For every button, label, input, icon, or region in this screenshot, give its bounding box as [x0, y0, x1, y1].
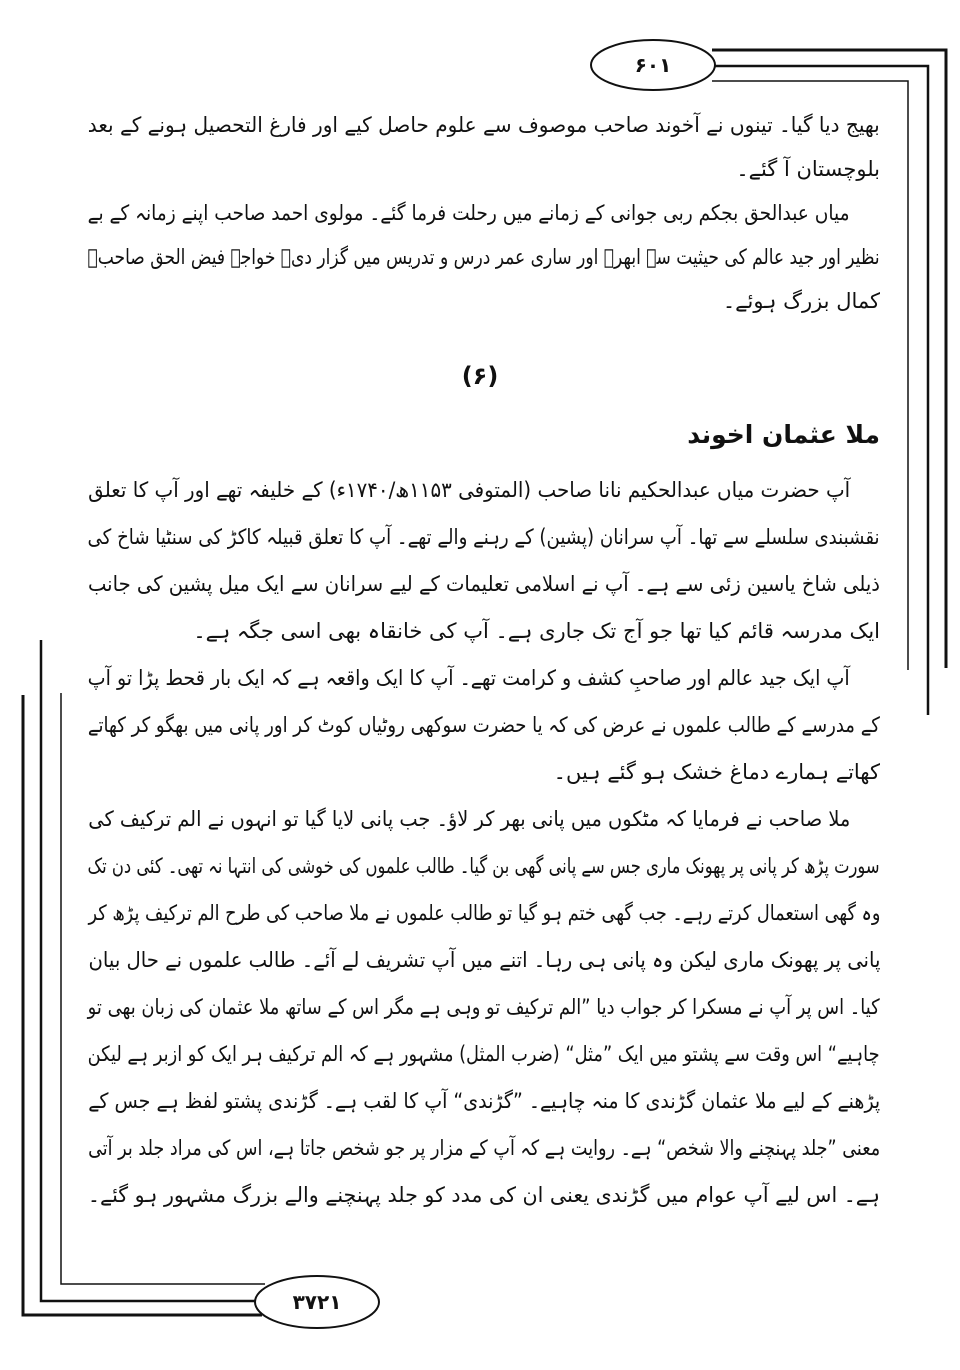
section-heading: ملا عثمان اخوند: [687, 420, 880, 449]
text-line: [88, 942, 880, 978]
text-line: [88, 1177, 880, 1213]
text-line: [88, 151, 880, 187]
text-line: [88, 1130, 880, 1166]
text-line: [88, 613, 880, 649]
text-line: [88, 239, 880, 275]
text-line-content: نقشبندی سلسلے سے تھا۔ آپ سرانان (پشین) کے رہنے والے تھے۔ آپ کا تعلق قبیلہ کاکڑ کی سنٹیا شاخ کی: [87, 525, 880, 549]
text-line: [88, 566, 880, 602]
text-line: [88, 707, 880, 743]
text-line-content: ایک مدرسہ قائم کیا تھا جو آج تک جاری ہے۔ آپ کی خانقاہ بھی اسی جگہ ہے۔: [193, 619, 880, 643]
text-line-content: بلوچستان آ گئے۔: [736, 157, 880, 181]
text-line: [88, 895, 880, 931]
text-line-content: آپ حضرت میاں عبدالحکیم نانا صاحب (المتوفی ۱۱۵۳ھ/۱۷۴۰ء) کے خلیفہ تھے اور آپ کا تعلق: [87, 478, 850, 502]
text-line-content: میاں عبدالحق بجکم ربی جوانی کے زمانے میں رحلت فرما گئے۔ مولوی احمد صاحب اپنے زمانہ کے بے: [87, 201, 850, 225]
text-line-content: کیا۔ اس پر آپ نے مسکرا کر جواب دیا ”الم ترکیف تو وہی ہے مگر اس کے ساتھ ملا عثمان کی زبان بھی تو: [88, 995, 880, 1019]
text-line: [88, 801, 850, 837]
text-line: [88, 660, 850, 696]
text-line-content: وہ گھی استعمال کرتے رہے۔ جب گھی ختم ہو گیا تو طالب علموں نے ملا صاحب کی طرح الم ترکیف پڑھ کر: [88, 901, 880, 925]
text-line-content: ذیلی شاخ یاسین زئی سے ہے۔ آپ نے اسلامی تعلیمات کے لیے سرانان سے ایک میل پشین کی جانب: [87, 572, 880, 596]
text-line-content: نظیر اور جید عالم کی حیثیت سے ابھرے اور ساری عمر درس و تدریس میں گزار دی۔ خواجہ فیض الحق صاحبؒ: [87, 245, 880, 269]
text-line: [88, 1036, 880, 1072]
top-page-number: ۶۰۱: [634, 53, 672, 77]
text-line: [88, 1083, 880, 1119]
text-line-content: کھاتے ہمارے دماغ خشک ہو گئے ہیں۔: [553, 760, 880, 784]
text-line: [88, 519, 880, 555]
text-line-content: چاہیے“ اس وقت سے پشتو میں ایک ”مثل“ (ضرب المثل) مشہور ہے کہ الم ترکیف ہر ایک کو ازبر ہے لیکن: [88, 1042, 880, 1066]
text-line-content: ہے۔ اس لیے آپ عوام میں گڑندی یعنی ان کی مدد کو جلد پہنچنے والے بزرگ مشہور ہو گئے۔: [87, 1183, 880, 1207]
text-line-content: سورت پڑھ کر پانی پر پھونک ماری جس سے پانی گھی بن گیا۔ طالب علموں کی خوشی کی انتہا نہ تھی۔ کئی دن تک: [87, 854, 880, 878]
text-line: [88, 472, 850, 508]
text-line-content: آپ ایک جید عالم اور صاحبِ کشف و کرامت تھے۔ آپ کا ایک واقعہ ہے کہ ایک بار قحط پڑا تو آپ: [87, 666, 850, 690]
text-line-content: کمال بزرگ ہوئے۔: [722, 289, 880, 313]
text-line: [88, 283, 880, 319]
text-line-content: پڑھنے کے لیے ملا عثمان گڑندی کا منہ چاہیے۔ ”گڑندی“ آپ کا لقب ہے۔ گڑندی پشتو لفظ ہے جس کے: [88, 1089, 880, 1113]
section-number: (۶): [461, 362, 499, 390]
text-line: [88, 107, 880, 143]
text-line-content: پانی پر پھونک ماری لیکن وہ پانی ہی رہا۔ اتنے میں آپ تشریف لے آئے۔ طالب علموں نے حال بیان: [88, 948, 880, 972]
text-line-content: معنی ”جلد پہنچنے والا شخص“ ہے۔ روایت ہے کہ آپ کے مزار پر جو شخص جاتا ہے، اس کی مراد جلد بر آتی: [87, 1136, 880, 1160]
text-line: [88, 989, 880, 1025]
text-line: [88, 195, 850, 231]
text-line-content: ملا صاحب نے فرمایا کہ مٹکوں میں پانی بھر کر لاؤ۔ جب پانی لایا گیا تو انہوں نے الم ترکیف کی: [88, 807, 850, 831]
text-line: [88, 848, 880, 884]
text-line-content: بھیج دیا گیا۔ تینوں نے آخوند صاحب موصوف سے علوم حاصل کیے اور فارغ التحصیل ہونے کے بعد: [88, 113, 880, 137]
bottom-page-number: ۳۷۲۱: [292, 1290, 342, 1314]
text-line-content: کے مدرسے کے طالب علموں نے عرض کی کہ یا حضرت سوکھی روٹیاں کوٹ کر اور پانی میں بھگو کر کھاتے: [88, 713, 880, 737]
text-line: [88, 754, 880, 790]
